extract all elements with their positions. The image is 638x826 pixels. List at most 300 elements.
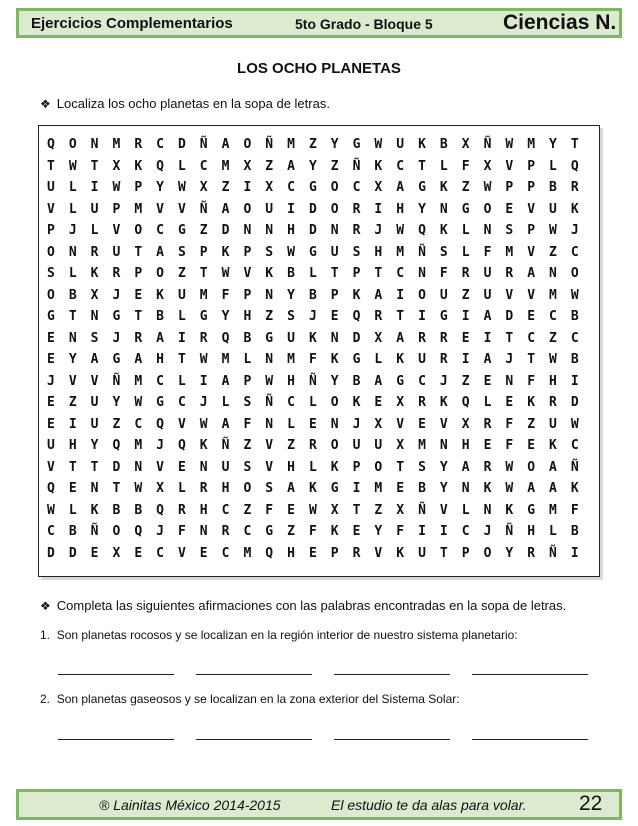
grid-letter[interactable]: J <box>112 287 121 303</box>
grid-letter[interactable]: U <box>330 244 339 260</box>
grid-letter[interactable]: A <box>287 158 295 174</box>
grid-letter[interactable]: N <box>265 416 274 432</box>
grid-letter[interactable]: K <box>549 438 557 454</box>
grid-letter[interactable]: R <box>505 266 514 282</box>
grid-letter[interactable]: K <box>330 524 339 540</box>
grid-letter[interactable]: A <box>90 352 99 368</box>
grid-letter[interactable]: A <box>549 459 557 475</box>
grid-letter[interactable]: C <box>287 180 295 196</box>
grid-letter[interactable]: O <box>243 137 252 153</box>
grid-letter[interactable]: V <box>68 373 77 389</box>
grid-letter[interactable]: R <box>352 223 361 239</box>
grid-letter[interactable]: P <box>527 180 536 196</box>
grid-letter[interactable]: G <box>330 481 339 497</box>
grid-letter[interactable]: M <box>221 352 230 368</box>
grid-letter[interactable]: Z <box>308 137 317 153</box>
grid-letter[interactable]: X <box>199 180 208 196</box>
grid-letter[interactable]: V <box>439 416 448 432</box>
grid-letter[interactable]: C <box>418 373 426 389</box>
grid-letter[interactable]: X <box>374 180 383 196</box>
grid-letter[interactable]: K <box>418 137 426 153</box>
grid-letter[interactable]: S <box>243 395 252 411</box>
grid-letter[interactable]: S <box>265 481 274 497</box>
grid-letter[interactable]: Z <box>221 180 230 196</box>
grid-letter[interactable]: E <box>505 395 514 411</box>
grid-letter[interactable]: F <box>308 524 317 540</box>
grid-letter[interactable]: W <box>549 352 557 368</box>
grid-letter[interactable]: P <box>505 180 514 196</box>
grid-letter[interactable]: H <box>199 502 208 518</box>
grid-letter[interactable]: K <box>134 158 143 174</box>
grid-letter[interactable]: Ñ <box>308 373 317 389</box>
grid-letter[interactable]: N <box>483 502 492 518</box>
grid-letter[interactable]: I <box>374 201 383 217</box>
grid-letter[interactable]: N <box>68 330 77 346</box>
grid-letter[interactable]: S <box>287 309 295 325</box>
grid-letter[interactable]: R <box>418 330 426 346</box>
grid-letter[interactable]: E <box>199 545 208 561</box>
grid-letter[interactable]: U <box>287 330 295 346</box>
grid-letter[interactable]: A <box>396 180 405 196</box>
grid-letter[interactable]: H <box>243 309 252 325</box>
grid-letter[interactable]: O <box>527 459 536 475</box>
grid-letter[interactable]: Y <box>221 309 230 325</box>
grid-letter[interactable]: K <box>505 502 514 518</box>
grid-letter[interactable]: L <box>68 266 77 282</box>
grid-letter[interactable]: T <box>396 309 405 325</box>
grid-letter[interactable]: M <box>134 373 143 389</box>
grid-letter[interactable]: U <box>47 180 55 196</box>
grid-letter[interactable]: K <box>265 266 274 282</box>
grid-letter[interactable]: O <box>483 545 492 561</box>
grid-letter[interactable]: Q <box>461 395 470 411</box>
grid-letter[interactable]: N <box>439 438 448 454</box>
grid-letter[interactable]: E <box>287 502 295 518</box>
grid-letter[interactable]: U <box>352 438 361 454</box>
grid-letter[interactable]: C <box>134 416 143 432</box>
grid-letter[interactable]: N <box>330 416 339 432</box>
grid-letter[interactable]: I <box>177 330 186 346</box>
grid-letter[interactable]: P <box>352 266 361 282</box>
grid-letter[interactable]: Q <box>156 158 164 174</box>
grid-letter[interactable]: G <box>352 352 361 368</box>
grid-letter[interactable]: I <box>418 309 426 325</box>
grid-letter[interactable]: N <box>418 266 426 282</box>
grid-letter[interactable]: D <box>352 330 361 346</box>
grid-letter[interactable]: M <box>549 502 557 518</box>
grid-letter[interactable]: S <box>47 266 55 282</box>
grid-letter[interactable]: W <box>68 158 77 174</box>
grid-letter[interactable]: S <box>439 244 448 260</box>
grid-letter[interactable]: I <box>352 481 361 497</box>
grid-letter[interactable]: W <box>505 459 514 475</box>
grid-letter[interactable]: L <box>68 502 77 518</box>
grid-letter[interactable]: P <box>112 201 121 217</box>
grid-letter[interactable]: U <box>177 287 186 303</box>
grid-letter[interactable]: E <box>308 416 317 432</box>
grid-letter[interactable]: G <box>308 180 317 196</box>
grid-letter[interactable]: C <box>396 266 405 282</box>
grid-letter[interactable]: E <box>134 545 143 561</box>
grid-letter[interactable]: I <box>570 545 579 561</box>
grid-letter[interactable]: K <box>483 481 492 497</box>
grid-letter[interactable]: Z <box>527 416 536 432</box>
grid-letter[interactable]: X <box>396 438 405 454</box>
grid-letter[interactable]: X <box>243 158 252 174</box>
grid-letter[interactable]: Z <box>330 158 339 174</box>
grid-letter[interactable]: G <box>439 309 448 325</box>
grid-letter[interactable]: J <box>156 524 164 540</box>
grid-letter[interactable]: Z <box>549 330 557 346</box>
grid-letter[interactable]: Ñ <box>265 137 274 153</box>
grid-letter[interactable]: C <box>177 395 186 411</box>
grid-letter[interactable]: V <box>156 201 164 217</box>
grid-letter[interactable]: H <box>287 373 295 389</box>
grid-letter[interactable]: I <box>90 180 99 196</box>
grid-letter[interactable]: E <box>134 287 143 303</box>
grid-letter[interactable]: L <box>374 352 383 368</box>
grid-letter[interactable]: P <box>527 158 536 174</box>
grid-letter[interactable]: T <box>90 158 99 174</box>
grid-letter[interactable]: F <box>570 502 579 518</box>
grid-letter[interactable]: Q <box>156 416 164 432</box>
grid-letter[interactable]: S <box>352 244 361 260</box>
answer-blank[interactable] <box>58 729 174 740</box>
grid-letter[interactable]: Z <box>549 244 557 260</box>
grid-letter[interactable]: Ñ <box>505 524 514 540</box>
grid-letter[interactable]: Ñ <box>483 137 492 153</box>
grid-letter[interactable]: J <box>505 352 514 368</box>
grid-letter[interactable]: A <box>156 244 164 260</box>
grid-letter[interactable]: N <box>505 373 514 389</box>
grid-letter[interactable]: X <box>112 158 121 174</box>
answer-blank[interactable] <box>334 664 450 675</box>
grid-letter[interactable]: X <box>396 502 405 518</box>
grid-letter[interactable]: A <box>134 352 143 368</box>
grid-letter[interactable]: H <box>549 373 557 389</box>
grid-letter[interactable]: F <box>505 438 514 454</box>
grid-letter[interactable]: S <box>90 330 99 346</box>
grid-letter[interactable]: E <box>418 416 426 432</box>
grid-letter[interactable]: G <box>527 502 536 518</box>
grid-letter[interactable]: V <box>527 287 536 303</box>
grid-letter[interactable]: I <box>68 416 77 432</box>
grid-letter[interactable]: K <box>90 266 99 282</box>
grid-letter[interactable]: A <box>374 287 383 303</box>
grid-letter[interactable]: P <box>199 244 208 260</box>
grid-letter[interactable]: Ñ <box>418 244 426 260</box>
grid-letter[interactable]: A <box>287 481 295 497</box>
grid-letter[interactable]: E <box>47 395 55 411</box>
grid-letter[interactable]: G <box>177 223 186 239</box>
grid-letter[interactable]: V <box>505 287 514 303</box>
grid-letter[interactable]: I <box>199 373 208 389</box>
grid-letter[interactable]: U <box>396 137 405 153</box>
grid-letter[interactable]: E <box>396 481 405 497</box>
grid-letter[interactable]: C <box>199 158 208 174</box>
grid-letter[interactable]: K <box>374 158 383 174</box>
grid-letter[interactable]: W <box>199 352 208 368</box>
grid-letter[interactable]: U <box>483 287 492 303</box>
grid-letter[interactable]: B <box>134 502 143 518</box>
grid-letter[interactable]: R <box>134 330 143 346</box>
grid-letter[interactable]: J <box>439 373 448 389</box>
grid-letter[interactable]: F <box>308 352 317 368</box>
grid-letter[interactable]: O <box>570 266 579 282</box>
grid-letter[interactable]: E <box>90 545 99 561</box>
grid-letter[interactable]: T <box>134 309 143 325</box>
grid-letter[interactable]: N <box>90 309 99 325</box>
grid-letter[interactable]: F <box>396 524 405 540</box>
grid-letter[interactable]: Ñ <box>90 524 99 540</box>
grid-letter[interactable]: J <box>199 395 208 411</box>
grid-letter[interactable]: O <box>243 201 252 217</box>
grid-letter[interactable]: J <box>47 373 55 389</box>
grid-letter[interactable]: Y <box>439 459 448 475</box>
grid-letter[interactable]: V <box>112 223 121 239</box>
grid-letter[interactable]: H <box>461 438 470 454</box>
grid-letter[interactable]: O <box>418 287 426 303</box>
grid-letter[interactable]: C <box>352 180 361 196</box>
grid-letter[interactable]: X <box>90 287 99 303</box>
grid-letter[interactable]: K <box>330 352 339 368</box>
grid-letter[interactable]: T <box>112 481 121 497</box>
grid-letter[interactable]: D <box>308 223 317 239</box>
grid-letter[interactable]: K <box>330 459 339 475</box>
grid-letter[interactable]: B <box>352 373 361 389</box>
grid-letter[interactable]: H <box>374 244 383 260</box>
grid-letter[interactable]: F <box>265 502 274 518</box>
grid-letter[interactable]: P <box>243 287 252 303</box>
grid-letter[interactable]: I <box>461 309 470 325</box>
grid-letter[interactable]: W <box>112 180 121 196</box>
grid-letter[interactable]: N <box>439 201 448 217</box>
grid-letter[interactable]: W <box>374 137 383 153</box>
grid-letter[interactable]: O <box>156 266 164 282</box>
grid-letter[interactable]: W <box>570 416 579 432</box>
grid-letter[interactable]: D <box>112 459 121 475</box>
grid-letter[interactable]: Q <box>156 502 164 518</box>
grid-letter[interactable]: T <box>570 137 579 153</box>
grid-letter[interactable]: X <box>374 416 383 432</box>
answer-blank[interactable] <box>196 729 312 740</box>
grid-letter[interactable]: F <box>221 287 230 303</box>
grid-letter[interactable]: K <box>570 481 579 497</box>
grid-letter[interactable]: B <box>243 330 252 346</box>
grid-letter[interactable]: V <box>47 459 55 475</box>
grid-letter[interactable]: Q <box>352 309 361 325</box>
grid-letter[interactable]: W <box>199 416 208 432</box>
grid-letter[interactable]: Q <box>221 330 230 346</box>
grid-letter[interactable]: X <box>461 137 470 153</box>
grid-letter[interactable]: W <box>483 180 492 196</box>
grid-letter[interactable]: W <box>265 373 274 389</box>
grid-letter[interactable]: O <box>483 201 492 217</box>
grid-letter[interactable]: Z <box>374 502 383 518</box>
grid-letter[interactable]: W <box>221 266 230 282</box>
grid-letter[interactable]: T <box>396 459 405 475</box>
grid-letter[interactable]: E <box>352 524 361 540</box>
grid-letter[interactable]: G <box>396 373 405 389</box>
grid-letter[interactable]: R <box>134 137 143 153</box>
grid-letter[interactable]: Z <box>265 309 274 325</box>
grid-letter[interactable]: M <box>112 137 121 153</box>
grid-letter[interactable]: R <box>418 395 426 411</box>
grid-letter[interactable]: C <box>221 502 230 518</box>
grid-letter[interactable]: U <box>374 438 383 454</box>
grid-letter[interactable]: A <box>156 330 164 346</box>
grid-letter[interactable]: T <box>47 158 55 174</box>
grid-letter[interactable]: T <box>134 244 143 260</box>
grid-letter[interactable]: R <box>549 395 557 411</box>
grid-letter[interactable]: B <box>570 524 579 540</box>
grid-letter[interactable]: P <box>47 223 55 239</box>
grid-letter[interactable]: M <box>549 287 557 303</box>
grid-letter[interactable]: W <box>308 502 317 518</box>
grid-letter[interactable]: V <box>156 459 164 475</box>
grid-letter[interactable]: A <box>374 373 383 389</box>
grid-letter[interactable]: Z <box>68 395 77 411</box>
grid-letter[interactable]: V <box>374 545 383 561</box>
grid-letter[interactable]: F <box>527 373 536 389</box>
grid-letter[interactable]: R <box>570 180 579 196</box>
grid-letter[interactable]: X <box>265 180 274 196</box>
grid-letter[interactable]: I <box>461 352 470 368</box>
grid-letter[interactable]: A <box>483 309 492 325</box>
grid-letter[interactable]: B <box>68 287 77 303</box>
grid-letter[interactable]: S <box>177 244 186 260</box>
grid-letter[interactable]: K <box>221 244 230 260</box>
grid-letter[interactable]: Q <box>177 438 186 454</box>
grid-letter[interactable]: H <box>287 545 295 561</box>
grid-letter[interactable]: G <box>418 180 426 196</box>
grid-letter[interactable]: T <box>505 330 514 346</box>
grid-letter[interactable]: G <box>47 309 55 325</box>
grid-letter[interactable]: O <box>47 244 55 260</box>
grid-letter[interactable]: Y <box>418 201 426 217</box>
grid-letter[interactable]: A <box>221 201 230 217</box>
grid-letter[interactable]: K <box>570 201 579 217</box>
grid-letter[interactable]: L <box>549 158 557 174</box>
grid-letter[interactable]: U <box>549 201 557 217</box>
grid-letter[interactable]: K <box>527 395 536 411</box>
grid-letter[interactable]: A <box>527 481 536 497</box>
grid-letter[interactable]: X <box>396 395 405 411</box>
grid-letter[interactable]: Y <box>330 137 339 153</box>
grid-letter[interactable]: N <box>330 223 339 239</box>
grid-letter[interactable]: Z <box>112 416 121 432</box>
grid-letter[interactable]: V <box>177 416 186 432</box>
grid-letter[interactable]: E <box>461 330 470 346</box>
grid-letter[interactable]: P <box>330 287 339 303</box>
grid-letter[interactable]: U <box>221 459 230 475</box>
grid-letter[interactable]: K <box>439 180 448 196</box>
grid-letter[interactable]: F <box>439 266 448 282</box>
answer-blank[interactable] <box>472 664 588 675</box>
grid-letter[interactable]: C <box>549 309 557 325</box>
grid-letter[interactable]: G <box>308 244 317 260</box>
grid-letter[interactable]: R <box>177 502 186 518</box>
grid-letter[interactable]: P <box>330 545 339 561</box>
grid-letter[interactable]: Z <box>265 158 274 174</box>
grid-letter[interactable]: X <box>330 502 339 518</box>
grid-letter[interactable]: O <box>134 223 143 239</box>
grid-letter[interactable]: Z <box>461 180 470 196</box>
grid-letter[interactable]: C <box>461 524 470 540</box>
grid-letter[interactable]: B <box>570 352 579 368</box>
grid-letter[interactable]: J <box>374 223 383 239</box>
grid-letter[interactable]: Q <box>112 438 121 454</box>
grid-letter[interactable]: M <box>243 545 252 561</box>
grid-letter[interactable]: P <box>243 244 252 260</box>
grid-letter[interactable]: R <box>461 266 470 282</box>
grid-letter[interactable]: Z <box>199 223 208 239</box>
grid-letter[interactable]: T <box>374 266 383 282</box>
grid-letter[interactable]: U <box>483 266 492 282</box>
grid-letter[interactable]: B <box>439 137 448 153</box>
grid-letter[interactable]: E <box>177 459 186 475</box>
grid-letter[interactable]: E <box>527 438 536 454</box>
grid-letter[interactable]: A <box>221 373 230 389</box>
grid-letter[interactable]: W <box>505 481 514 497</box>
grid-letter[interactable]: X <box>156 481 164 497</box>
grid-letter[interactable]: Z <box>243 502 252 518</box>
grid-letter[interactable]: V <box>47 201 55 217</box>
grid-letter[interactable]: X <box>374 330 383 346</box>
grid-letter[interactable]: D <box>505 309 514 325</box>
grid-letter[interactable]: D <box>47 545 55 561</box>
grid-letter[interactable]: R <box>352 545 361 561</box>
grid-letter[interactable]: R <box>199 481 208 497</box>
grid-letter[interactable]: A <box>221 137 230 153</box>
grid-letter[interactable]: K <box>199 438 208 454</box>
grid-letter[interactable]: W <box>396 223 405 239</box>
grid-letter[interactable]: W <box>570 287 579 303</box>
grid-letter[interactable]: C <box>156 373 164 389</box>
grid-letter[interactable]: K <box>308 481 317 497</box>
grid-letter[interactable]: S <box>418 459 426 475</box>
grid-letter[interactable]: C <box>570 330 579 346</box>
grid-letter[interactable]: P <box>243 373 252 389</box>
grid-letter[interactable]: J <box>483 524 492 540</box>
grid-letter[interactable]: Ñ <box>112 373 121 389</box>
grid-letter[interactable]: L <box>68 201 77 217</box>
grid-letter[interactable]: T <box>177 352 186 368</box>
grid-letter[interactable]: L <box>461 244 470 260</box>
grid-letter[interactable]: Ñ <box>352 158 361 174</box>
grid-letter[interactable]: T <box>90 459 99 475</box>
grid-letter[interactable]: C <box>243 524 252 540</box>
grid-letter[interactable]: F <box>483 244 492 260</box>
grid-letter[interactable]: M <box>199 287 208 303</box>
grid-letter[interactable]: E <box>68 481 77 497</box>
grid-letter[interactable]: C <box>570 244 579 260</box>
grid-letter[interactable]: Q <box>47 481 55 497</box>
grid-letter[interactable]: O <box>112 524 121 540</box>
grid-letter[interactable]: A <box>461 459 470 475</box>
grid-letter[interactable]: K <box>90 502 99 518</box>
grid-letter[interactable]: I <box>418 524 426 540</box>
grid-letter[interactable]: E <box>47 416 55 432</box>
grid-letter[interactable]: L <box>177 373 186 389</box>
grid-letter[interactable]: U <box>418 352 426 368</box>
grid-letter[interactable]: K <box>439 395 448 411</box>
grid-letter[interactable]: N <box>68 244 77 260</box>
grid-letter[interactable]: H <box>68 438 77 454</box>
grid-letter[interactable]: K <box>352 395 361 411</box>
grid-letter[interactable]: O <box>68 137 77 153</box>
grid-letter[interactable]: Y <box>549 137 557 153</box>
